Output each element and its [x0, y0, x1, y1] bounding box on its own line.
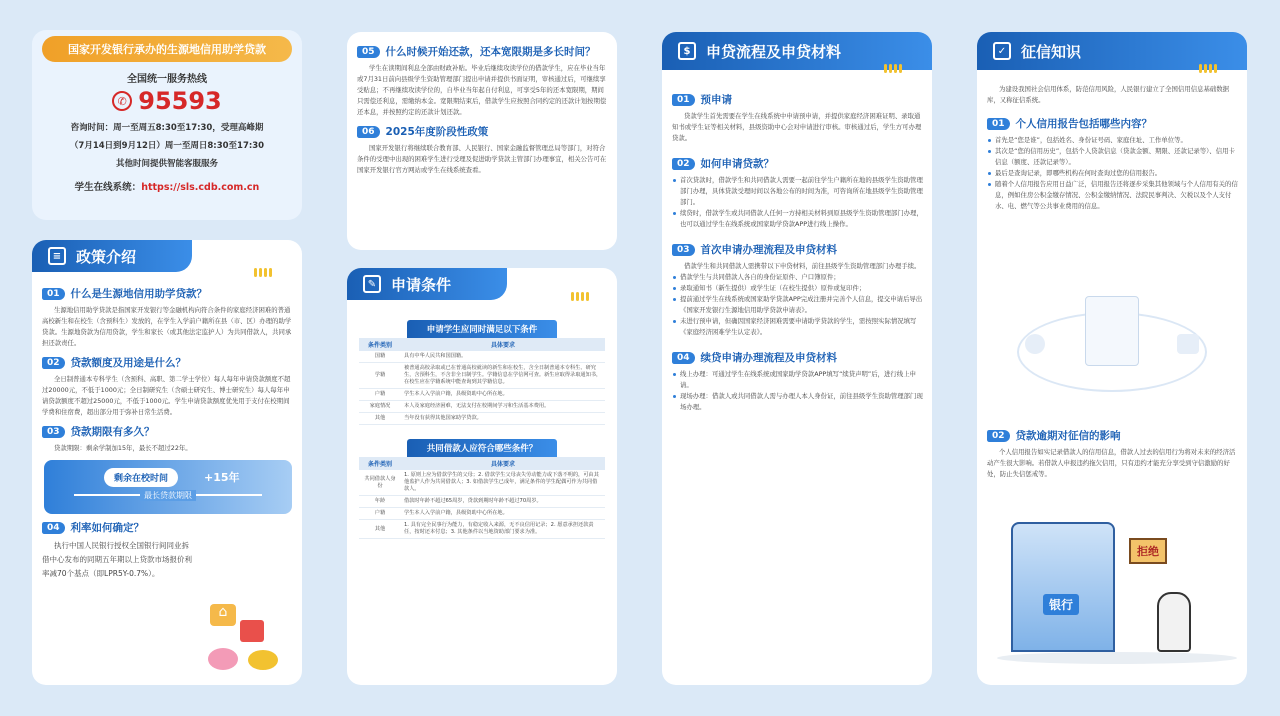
table-row: 其他 当年没有获得其他国家助学贷款。: [359, 413, 605, 425]
edit-icon: ✎: [363, 275, 381, 293]
hotline-title: 国家开发银行承办的生源地信用助学贷款: [42, 36, 292, 62]
credit-report-illustration: [1007, 282, 1217, 412]
list-item: 线上办理：可通过学生在线系统或国家助学贷款APP填写“续贷声明”后，进行线上申请。: [672, 369, 924, 391]
hotline-number[interactable]: 95593: [138, 87, 222, 115]
table-header: 具体要求: [401, 338, 605, 351]
table-row: 其他 1. 具有完全民事行为能力，有稳定收入来源，无不良信用记录；2. 愿意承担还款责任，按时还本付息；3. 其他条件以当地资助部门要求为准。: [359, 520, 605, 539]
conditions-title: 申请条件: [391, 275, 452, 294]
table-row: 年龄 借款时年龄不超过65周岁，贷款到期时年龄不超过70周岁。: [359, 496, 605, 508]
hotline-hours-3: 其他时间提供智能客服服务: [115, 159, 218, 169]
list-item: 首次贷款时，借款学生和共同借款人需要一起前往学生户籍所在地的县级学生资助管理部门办理，具体贷款受理时间以各地公布的时间为准，可咨询所在地县级学生资助管理部门。: [672, 175, 924, 208]
section-text: 贷款学生首先需要在学生在线系统中申请预申请，并提供家庭经济困难证明、录取通知书或学生证等相关材料，县级资助中心会对申请进行审核。审核通过后，学生方可办理贷款。: [672, 112, 922, 142]
credit-card: [977, 32, 1247, 685]
section-heading: 01 个人信用报告包括哪些内容？: [987, 116, 1239, 131]
section-text: 个人信用报告如实记录借款人的信用信息，借款人过去的信用行为将对未来的经济活动产生很大影响。若借款人申报违约拖欠信用，只有违约才能充分享受到守信激励的好处，防止失信惩戒等。: [987, 448, 1236, 478]
section-heading: 04 续贷申请办理流程及申贷材料: [672, 350, 924, 365]
hotline-card: [32, 30, 302, 220]
list-item: 借款学生与共同借款人各自的身份证原件、户口簿原件；: [672, 272, 924, 283]
section-text: 国家开发银行将继续联合教育部、人民银行、国家金融监督管理总局等部门，对符合条件的受理中出现的困难学生进行受理及促进助学贷款主管部门办理事宜，相关公告可在国家开发银行官方网站或学生在线系统查看。: [357, 144, 607, 174]
refuse-sign: 拒绝: [1129, 538, 1167, 564]
term-max: 最长贷款期限: [140, 490, 196, 501]
coborrower-conditions-caption: 共同借款人应符合哪些条件？: [407, 439, 557, 457]
site-link[interactable]: https://sls.cdb.com.cn: [141, 182, 260, 193]
process-card: [662, 32, 932, 685]
table-header: 具体要求: [401, 457, 605, 470]
section-heading: 02 贷款额度及用途是什么？: [42, 355, 294, 370]
section-text: 学生在读期间利息全部由财政补贴。毕业后继续攻读学位的借款学生，应在毕业当年或7月31日前向县级学生资助管理部门提出申请并提供书面证明，审核通过后，可继续享受贴息；不再继续攻读学位的，自毕业当年起自付利息，可享受5年的还本宽限期，期间只需偿还利息，需缴纳本金。宽限期结束后，借款学生应按照合同约定的还款计划按期偿还本息，并按照约定的还款计划还款。: [357, 64, 607, 116]
table-header: 条件类别: [359, 338, 401, 351]
phone-icon: ✆: [112, 91, 132, 111]
table-row: 国籍 具有中华人民共和国国籍。: [359, 351, 605, 363]
document-icon: [1085, 296, 1139, 366]
bank-coins-illustration: [202, 600, 292, 680]
section-heading: 03 首次申请办理流程及申贷材料: [672, 242, 924, 257]
site-label: 学生在线系统：: [74, 182, 142, 193]
list-item: 首先是“您是谁”，包括姓名、身份证号码、家庭住址、工作单位等。: [987, 135, 1239, 146]
list-item: 随着个人信用报告应用日益广泛，信用报告还将逐步采集其他领域与个人信用有关的信息，例如住房公积金缴存情况、公积金缴纳情况、法院民事判决、欠税以及个人支付水、电、燃气等公共事业费用的信息。: [987, 179, 1239, 212]
bank-icon: [1177, 334, 1199, 354]
policy-header: [32, 240, 192, 272]
person-icon: [1025, 334, 1045, 354]
repayment-card: [347, 32, 617, 250]
document-icon: ≡: [48, 247, 66, 265]
list-item: 最后是查询记录，即哪些机构在何时查询过您的信用报告。: [987, 168, 1239, 179]
hotline-hours-1: 咨询时间：周一至周五8:30至17:30，受理高峰期: [70, 123, 264, 133]
ground-shadow: [997, 652, 1237, 664]
student-conditions-table: [359, 338, 605, 425]
list-item: 其次是“您的信用历史”，包括个人贷款信息（贷款金额、期限、还款记录等）、信用卡信息（额度、还款记录等）。: [987, 146, 1239, 168]
credit-title: 征信知识: [1021, 42, 1082, 61]
calendar-icon: [240, 620, 264, 642]
hotline-label: 全国统一服务热线: [127, 74, 207, 85]
bank-building: [1011, 522, 1115, 652]
student-conditions-caption: 申请学生应同时满足以下条件: [407, 320, 557, 338]
process-title: 申贷流程及申贷材料: [706, 42, 842, 61]
coins-icon: [248, 650, 278, 670]
decor-dots: [1199, 64, 1217, 73]
table-row: 共同借款人身份 1. 原则上应为借款学生的父母；2. 借款学生父母丧失劳动能力或下落不明的，可由其他监护人作为共同借款人；3. 如借款学生已成年，满足条件的学生配偶可作为共同借款人。: [359, 470, 605, 496]
section-heading: 02 贷款逾期对征信的影响: [987, 428, 1239, 443]
policy-title: 政策介绍: [76, 247, 137, 266]
list-item: 提前通过学生在线系统或国家助学贷款APP完成注册并完善个人信息，提交申请后导出《国家开发银行生源地信用助学贷款申请表》。: [672, 294, 924, 316]
person-figure: [1157, 592, 1191, 652]
hotline-hours-2: （7月14日到9月12日）周一至周日8:30至17:30: [69, 141, 265, 151]
decor-dots: [884, 64, 902, 73]
section-heading: 05 什么时候开始还款，还本宽限期是多长时间？: [357, 44, 609, 59]
section-text: 借款学生和共同借款人需携带以下申贷材料，前往县级学生资助管理部门办理手续。: [684, 262, 921, 270]
decor-dots: [254, 268, 272, 277]
piggy-bank-icon: [208, 648, 238, 670]
credit-intro: 为建设我国社会信用体系，防范信用风险，人民银行建立了全国信用信息基础数据库，又称征信系统。: [987, 85, 1230, 104]
coins-icon: $: [678, 42, 696, 60]
bank-sign: 银行: [1043, 594, 1079, 615]
table-row: 学籍 被普通高校录取或已在普通高校就读的新生和在校生，含全日制普通本专科生、研究生，含预科生，不含非全日制学生。学籍信息在学信网可查。新生应取得录取通知书，在校生应在学籍系统中能查询到其学籍信息。: [359, 363, 605, 389]
section-text: 全日制普通本专科学生（含预科、高职、第二学士学位）每人每年申请贷款额度不超过20000元，不低于1000元；全日制研究生（含硕士研究生、博士研究生）每人每年申请贷款额度不超过25000元，不低于1000元。学生申请贷款额度优先用于支付在校期间学费和住宿费，超出部分用于弥补日常生活费。: [42, 375, 291, 416]
section-heading: 03 贷款期限有多久？: [42, 424, 294, 439]
list-item: 录取通知书（新生提供）或学生证（在校生提供）原件或复印件；: [672, 283, 924, 294]
term-diagram: [44, 460, 292, 514]
table-row: 户籍 学生本人入学前户籍，县级资助中心所在地。: [359, 389, 605, 401]
bank-icon: ⌂: [210, 604, 236, 626]
list-item: 未进行预申请，但确因国家经济困难需要申请助学贷款的学生，需按照实际情况填写《家庭经济困难学生认定表》。: [672, 316, 924, 338]
shield-icon: ✓: [993, 42, 1011, 60]
term-plus: +15年: [204, 471, 240, 484]
section-heading: 02 如何申请贷款？: [672, 156, 924, 171]
bank-refusal-illustration: [997, 502, 1237, 677]
conditions-card: [347, 268, 617, 685]
section-text: 生源地信用助学贷款是指国家开发银行等金融机构向符合条件的家庭经济困难的普通高校新生和在校生（含预科生）发放的，在学生入学前户籍所在县（市、区）办理的助学贷款。生源地贷款为信用贷款，学生和家长（或其他法定监护人）为共同借款人，共同承担还款责任。: [42, 306, 292, 347]
table-row: 户籍 学生本人入学前户籍，县级资助中心所在地。: [359, 508, 605, 520]
table-header: 条件类别: [359, 457, 401, 470]
section-heading: 01 预申请: [672, 92, 924, 107]
conditions-header: [347, 268, 507, 300]
section-heading: 06 2025年度阶段性政策: [357, 124, 609, 139]
table-row: 家庭情况 本人及家庭经济困难，无法支付在校期间学习和生活基本费用。: [359, 401, 605, 413]
term-box: 剩余在校时间: [104, 468, 178, 487]
section-text: 执行中国人民银行授权全国银行间同业拆借中心发布的同期五年期以上贷款市场报价利率减70个基点（即LPR5Y-0.7%）。: [42, 541, 192, 578]
policy-card: [32, 240, 302, 685]
coborrower-conditions-table: [359, 457, 605, 539]
section-heading: 04 利率如何确定？: [42, 520, 294, 535]
decor-dots: [571, 292, 589, 301]
list-item: 续贷时，借款学生或共同借款人任何一方持相关材料到原县级学生资助管理部门办理，也可以通过学生在线系统或国家助学贷款APP进行线上操作。: [672, 208, 924, 230]
list-item: 现场办理：借款人或共同借款人需与办理人本人身份证，前往县级学生资助管理部门现场办理。: [672, 391, 924, 413]
section-heading: 01 什么是生源地信用助学贷款？: [42, 286, 294, 301]
section-text: 贷款期限：剩余学制加15年，最长不超过22年。: [54, 444, 192, 452]
